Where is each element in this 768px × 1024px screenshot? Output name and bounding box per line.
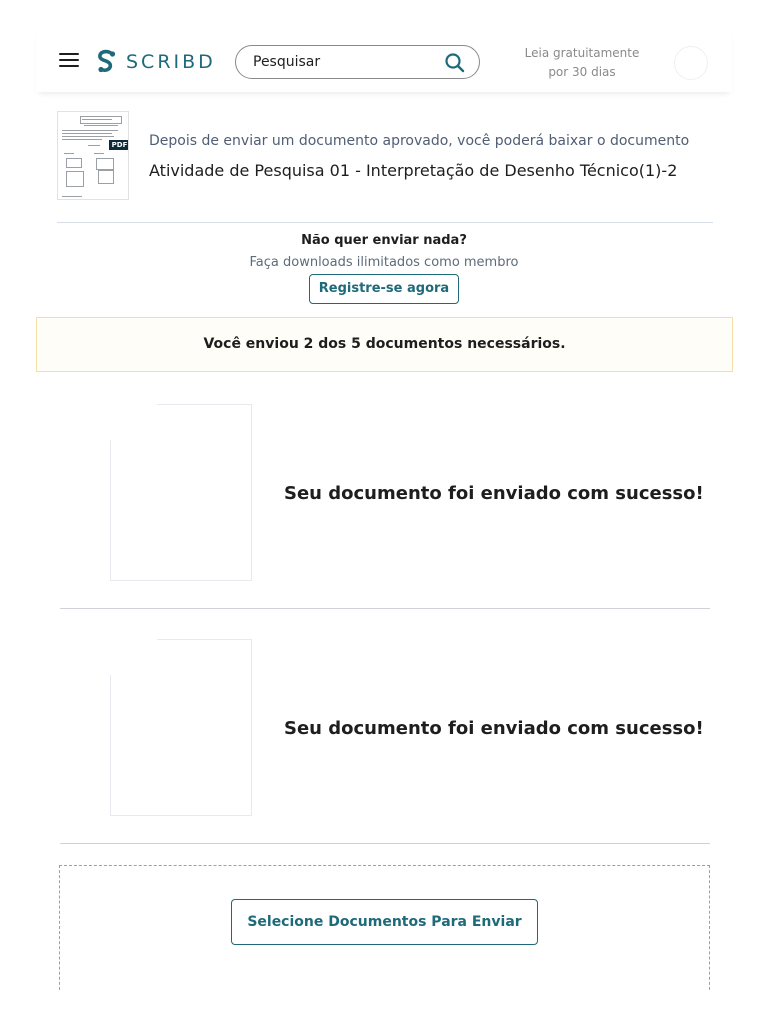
document-summary	[57, 111, 713, 223]
pdf-badge: PDF	[109, 140, 129, 150]
user-avatar[interactable]	[674, 46, 708, 80]
upload-progress-notice	[36, 317, 733, 372]
uploaded-document-item	[60, 639, 710, 844]
upload-dropzone[interactable]	[59, 865, 710, 995]
document-thumbnail	[57, 111, 129, 200]
document-title: Atividade de Pesquisa 01 - Interpretação de Desenho Técnico(1)-2	[149, 161, 678, 180]
scribd-logo[interactable]	[96, 49, 216, 75]
search-icon[interactable]	[444, 52, 466, 74]
select-documents-button[interactable]: Selecione Documentos Para Enviar	[231, 899, 538, 945]
membership-subtitle: Faça downloads ilimitados como membro	[249, 255, 519, 270]
register-button[interactable]: Registre-se agora	[309, 274, 459, 304]
upload-progress-text: Você enviou 2 dos 5 documentos necessários.	[203, 336, 566, 352]
search-box	[235, 45, 480, 79]
upload-success-message: Seu documento foi enviado com sucesso!	[284, 483, 704, 504]
trial-line-1: Leia gratuitamente	[524, 46, 640, 60]
top-header	[36, 30, 732, 92]
uploaded-document-thumbnail	[110, 639, 252, 816]
uploaded-document-item	[60, 404, 710, 609]
logo-text: SCRIBD	[126, 51, 216, 73]
search-input[interactable]	[251, 53, 435, 71]
membership-title: Não quer enviar nada?	[301, 233, 467, 248]
membership-prompt	[0, 233, 768, 304]
page-bottom	[0, 990, 768, 1024]
hamburger-menu-icon[interactable]	[59, 53, 79, 69]
trial-line-2: por 30 dias	[548, 65, 616, 79]
scribd-logo-icon	[96, 49, 118, 75]
uploaded-document-thumbnail	[110, 404, 252, 581]
download-hint: Depois de enviar um documento aprovado, você poderá baixar o documento	[149, 133, 690, 149]
upload-success-message: Seu documento foi enviado com sucesso!	[284, 718, 704, 739]
free-trial-link[interactable]	[514, 44, 650, 82]
